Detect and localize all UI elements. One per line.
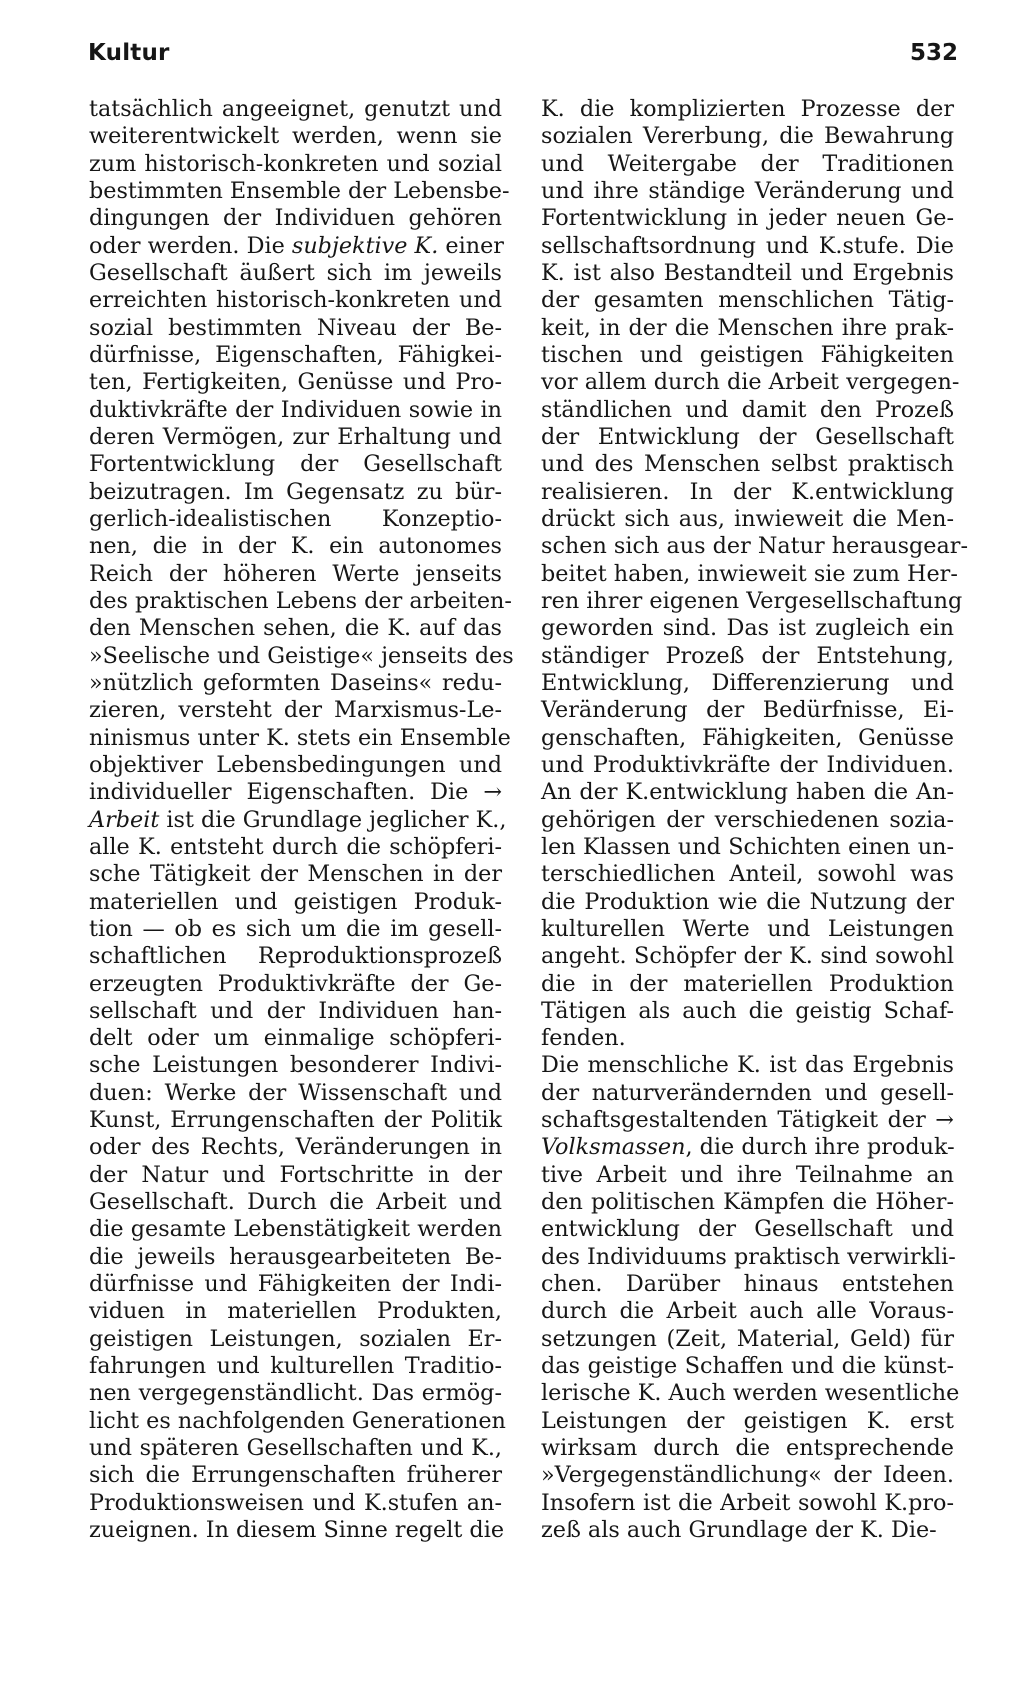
text-line: geistigen Leistungen, sozialen Er- bbox=[89, 1325, 502, 1352]
text-line: gerlich-idealistischen Konzeptio- bbox=[89, 505, 502, 532]
text-line: oder werden. Die subjektive K. einer bbox=[89, 232, 504, 259]
text-line: oder des Rechts, Veränderungen in bbox=[89, 1134, 502, 1161]
text-line: nen vergegenständlicht. Das ermög- bbox=[89, 1380, 502, 1407]
text-line: den politischen Kämpfen die Höher- bbox=[541, 1189, 954, 1216]
text-line: Kunst, Errungenschaften der Politik bbox=[89, 1107, 502, 1134]
text-line: Die menschliche K. ist das Ergebnis bbox=[541, 1052, 954, 1079]
text-line: der Natur und Fortschritte in der bbox=[89, 1161, 502, 1188]
text-line: erreichten historisch-konkreten und bbox=[89, 287, 502, 314]
text-line: zueignen. In diesem Sinne regelt die bbox=[89, 1517, 505, 1544]
text-line: tatsächlich angeeignet, genutzt und bbox=[89, 96, 502, 122]
text-line: sellschaft und der Individuen han- bbox=[89, 997, 502, 1024]
text-line: kulturellen Werte und Leistungen bbox=[541, 915, 954, 942]
text-line: sich die Errungenschaften früherer bbox=[89, 1462, 502, 1489]
text-line: und Weitergabe der Traditionen bbox=[541, 150, 954, 177]
text-line: lerische K. Auch werden wesentliche bbox=[541, 1380, 960, 1407]
text-line: K. die komplizierten Prozesse der bbox=[541, 96, 954, 122]
text-line: tischen und geistigen Fähigkeiten bbox=[541, 341, 954, 368]
text-line: An der K.entwicklung haben die An- bbox=[541, 779, 954, 806]
text-line: der Entwicklung der Gesellschaft bbox=[541, 423, 954, 450]
text-line: und Produktivkräfte der Individuen. bbox=[541, 751, 954, 778]
text-line: Reich der höheren Werte jenseits bbox=[89, 560, 502, 587]
text-line: viduen in materiellen Produkten, bbox=[89, 1298, 502, 1325]
cross-reference: Volksmassen bbox=[541, 1134, 686, 1161]
text-line: wirksam durch die entsprechende bbox=[541, 1435, 954, 1462]
text-line: »nützlich geformten Daseins« redu- bbox=[89, 669, 502, 696]
text-line: delt oder um einmalige schöpferi- bbox=[89, 1025, 502, 1052]
text-line: Veränderung der Bedürfnisse, Ei- bbox=[541, 697, 954, 724]
text-line: dürfnisse, Eigenschaften, Fähigkei- bbox=[89, 341, 502, 368]
text-line: »Seelische und Geistige« jenseits des bbox=[89, 642, 514, 669]
text-line: sellschaftsordnung und K.stufe. Die bbox=[541, 232, 954, 259]
text-line: und des Menschen selbst praktisch bbox=[541, 451, 954, 478]
left-text-column bbox=[89, 96, 514, 1544]
text-line: und späteren Gesellschaften und K., bbox=[89, 1435, 502, 1462]
text-line: realisieren. In der K.entwicklung bbox=[541, 478, 954, 505]
text-line: zum historisch-konkreten und sozial bbox=[89, 150, 502, 177]
text-line: Leistungen der geistigen K. erst bbox=[541, 1407, 954, 1434]
text-line: schaftsgestaltenden Tätigkeit der → bbox=[541, 1107, 954, 1134]
text-line: sche Tätigkeit der Menschen in der bbox=[89, 861, 502, 888]
text-line: drückt sich aus, inwieweit die Men- bbox=[541, 505, 954, 532]
text-line: Fortentwicklung der Gesellschaft bbox=[89, 451, 502, 478]
text-line: durch die Arbeit auch alle Voraus- bbox=[541, 1298, 954, 1325]
text-line: angeht. Schöpfer der K. sind sowohl bbox=[541, 943, 954, 970]
text-line: Tätigen als auch die geistig Schaf- bbox=[541, 997, 954, 1024]
text-line: Insofern ist die Arbeit sowohl K.pro- bbox=[541, 1489, 954, 1516]
text-line: sozial bestimmten Niveau der Be- bbox=[89, 314, 502, 341]
text-line: terschiedlichen Anteil, sowohl was bbox=[541, 861, 954, 888]
text-line: den Menschen sehen, die K. auf das bbox=[89, 615, 502, 642]
text-line: materiellen und geistigen Produk- bbox=[89, 888, 502, 915]
text-line: »Vergegenständlichung« der Ideen. bbox=[541, 1462, 954, 1489]
text-line: alle K. entsteht durch die schöpferi- bbox=[89, 833, 502, 860]
text-line: geworden sind. Das ist zugleich ein bbox=[541, 615, 954, 642]
text-line: und ihre ständige Veränderung und bbox=[541, 177, 954, 204]
text-line: tion — ob es sich um die im gesell- bbox=[89, 915, 502, 942]
text-line: dingungen der Individuen gehören bbox=[89, 205, 502, 232]
text-line: schaftlichen Reproduktionsprozeß bbox=[89, 943, 502, 970]
text-line: zieren, versteht der Marxismus-Le- bbox=[89, 697, 502, 724]
page-number: 532 bbox=[909, 40, 958, 66]
text-line: objektiver Lebensbedingungen und bbox=[89, 751, 502, 778]
text-line: erzeugten Produktivkräfte der Ge- bbox=[89, 970, 502, 997]
text-line: sozialen Vererbung, die Bewahrung bbox=[541, 123, 954, 150]
text-line: beizutragen. Im Gegensatz zu bür- bbox=[89, 478, 502, 505]
text-line: duktivkräfte der Individuen sowie in bbox=[89, 396, 502, 423]
text-line: schen sich aus der Natur herausgear- bbox=[541, 533, 968, 560]
text-line: Entwicklung, Differenzierung und bbox=[541, 669, 954, 696]
text-line: Volksmassen, die durch ihre produk- bbox=[541, 1134, 955, 1161]
text-line: fahrungen und kulturellen Traditio- bbox=[89, 1353, 502, 1380]
text-line: setzungen (Zeit, Material, Geld) für bbox=[541, 1325, 954, 1352]
text-line: dürfnisse und Fähigkeiten der Indi- bbox=[89, 1271, 502, 1298]
text-line: ständlichen und damit den Prozeß bbox=[541, 396, 954, 423]
text-line: die Produktion wie die Nutzung der bbox=[541, 888, 954, 915]
right-text-column bbox=[541, 96, 968, 1544]
text-line: die gesamte Lebenstätigkeit werden bbox=[89, 1216, 502, 1243]
text-line: der naturverändernden und gesell- bbox=[541, 1079, 954, 1106]
text-line: bestimmten Ensemble der Lebensbe- bbox=[89, 177, 510, 204]
text-line: fenden. bbox=[541, 1025, 626, 1052]
text-line: der gesamten menschlichen Tätig- bbox=[541, 287, 954, 314]
text-line: Gesellschaft äußert sich im jeweils bbox=[89, 259, 502, 286]
text-line: individueller Eigenschaften. Die → bbox=[89, 779, 502, 806]
running-head: Kultur bbox=[88, 40, 170, 66]
cross-reference: subjektive K. bbox=[291, 232, 439, 259]
text-line: K. ist also Bestandteil und Ergebnis bbox=[541, 259, 954, 286]
text-line: keit, in der die Menschen ihre prak- bbox=[541, 314, 954, 341]
text-line: ren ihrer eigenen Vergesellschaftung bbox=[541, 587, 963, 614]
text-line: die in der materiellen Produktion bbox=[541, 970, 954, 997]
text-line: des Individuums praktisch verwirkli- bbox=[541, 1243, 956, 1270]
text-line: Fortentwicklung in jeder neuen Ge- bbox=[541, 205, 954, 232]
text-line: entwicklung der Gesellschaft und bbox=[541, 1216, 954, 1243]
text-line: licht es nachfolgenden Generationen bbox=[89, 1407, 506, 1434]
cross-reference: Arbeit bbox=[89, 806, 160, 833]
text-line: ninismus unter K. stets ein Ensemble bbox=[89, 724, 511, 751]
text-line: genschaften, Fähigkeiten, Genüsse bbox=[541, 724, 954, 751]
text-line: duen: Werke der Wissenschaft und bbox=[89, 1079, 502, 1106]
text-line: chen. Darüber hinaus entstehen bbox=[541, 1271, 954, 1298]
text-line: ten, Fertigkeiten, Genüsse und Pro- bbox=[89, 369, 502, 396]
text-line: tive Arbeit und ihre Teilnahme an bbox=[541, 1161, 954, 1188]
text-line: nen, die in der K. ein autonomes bbox=[89, 533, 502, 560]
text-line: gehörigen der verschiedenen sozia- bbox=[541, 806, 954, 833]
text-line: beitet haben, inwieweit sie zum Her- bbox=[541, 560, 958, 587]
text-line: deren Vermögen, zur Erhaltung und bbox=[89, 423, 502, 450]
text-line: weiterentwickelt werden, wenn sie bbox=[89, 123, 502, 150]
text-line: die jeweils herausgearbeiteten Be- bbox=[89, 1243, 502, 1270]
text-line: len Klassen und Schichten einen un- bbox=[541, 833, 954, 860]
text-line: Produktionsweisen und K.stufen an- bbox=[89, 1489, 502, 1516]
text-line: sche Leistungen besonderer Indivi- bbox=[89, 1052, 502, 1079]
text-line: das geistige Schaffen und die künst- bbox=[541, 1353, 954, 1380]
page-header bbox=[88, 40, 958, 80]
text-line: zeß als auch Grundlage der K. Die- bbox=[541, 1517, 937, 1544]
text-line: Arbeit ist die Grundlage jeglicher K., bbox=[89, 806, 507, 833]
text-line: des praktischen Lebens der arbeiten- bbox=[89, 587, 512, 614]
text-line: Gesellschaft. Durch die Arbeit und bbox=[89, 1189, 502, 1216]
text-line: ständiger Prozeß der Entstehung, bbox=[541, 642, 954, 669]
text-line: vor allem durch die Arbeit vergegen- bbox=[541, 369, 960, 396]
